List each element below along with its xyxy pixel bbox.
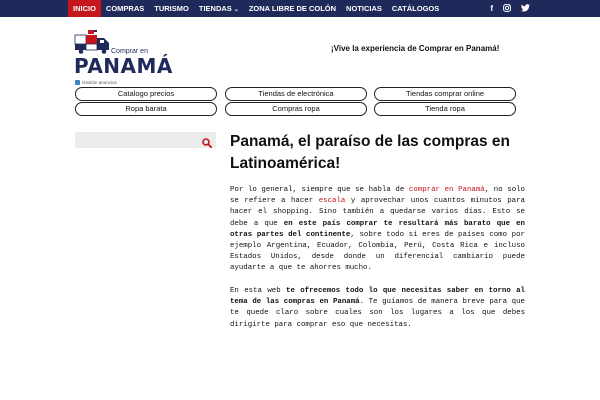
ad-choices[interactable] xyxy=(75,80,117,85)
chevron-down-icon: ⌄ xyxy=(233,7,239,13)
nav-item-turismo[interactable] xyxy=(149,0,194,17)
nav-item-label: ZONA LIBRE DE COLÓN xyxy=(248,4,337,13)
ad-choices-label: Gestión anuncios xyxy=(82,80,117,85)
nav-menu xyxy=(68,0,444,17)
ad-link-ropa-barata[interactable]: Ropa barata xyxy=(75,102,217,116)
nav-item-compras[interactable] xyxy=(101,0,149,17)
ad-link-compras-ropa[interactable]: Compras ropa xyxy=(225,102,367,116)
nav-item-label: COMPRAS xyxy=(105,4,145,13)
ad-link-catalogo-precios[interactable]: Catalogo precios xyxy=(75,87,217,101)
bold-text: te ofrecemos todo lo que necesitas saber en torno al tema de las compras en Panamá xyxy=(230,287,525,307)
ad-link-tiendas-electronica[interactable]: Tiendas de electrónica xyxy=(225,87,367,101)
bold-text: en este país comprar te resultará más barato que en otras partes del continente xyxy=(230,219,525,239)
site-tagline: ¡Vive la experiencia de Comprar en Panamá! xyxy=(331,44,500,53)
text-span: , no solo se refiere a hacer xyxy=(230,186,525,206)
article-title: Panamá, el paraíso de las compras en Latinoamérica! xyxy=(230,133,510,172)
text-span: Por lo general, siempre que se habla de xyxy=(230,186,409,194)
text-span: y aprovechar unos cuantos minutos para hacer el shopping. Sino también a quedarse varios días. Esto se debe a que xyxy=(230,197,525,228)
article-paragraph-2 xyxy=(230,286,525,331)
search-input[interactable] xyxy=(75,136,195,152)
logo-subtitle: Comprar en xyxy=(111,48,148,55)
nav-item-catalogos[interactable] xyxy=(387,0,444,17)
top-navigation-bar xyxy=(0,0,600,17)
link-escala[interactable]: escala xyxy=(318,197,346,206)
nav-item-tiendas[interactable] xyxy=(194,0,244,17)
nav-item-noticias[interactable] xyxy=(341,0,387,17)
search-icon[interactable] xyxy=(202,135,212,153)
twitter-icon[interactable] xyxy=(521,0,530,17)
nav-item-label: TIENDAS xyxy=(198,4,232,13)
search-box xyxy=(75,132,216,148)
nav-item-zona-libre[interactable] xyxy=(244,0,341,17)
text-span: , sobre todo si eres de países como por ejemplo Argentina, Ecuador, Colombia, Perú, Costa Rica e incluso Estados Unidos, desde donde un diferencial cambiario puede ayudarte a que te ahorres mucho. xyxy=(230,230,525,273)
nav-item-label: TURISMO xyxy=(154,4,189,13)
logo-title: PANAMÁ xyxy=(74,54,173,78)
nav-item-inicio[interactable] xyxy=(68,0,101,17)
nav-item-label: CATÁLOGOS xyxy=(391,4,440,13)
ad-link-tiendas-online[interactable]: Tiendas comprar online xyxy=(374,87,516,101)
instagram-icon[interactable] xyxy=(503,0,511,17)
link-comprar-en-panama[interactable]: comprar en Panamá xyxy=(408,186,485,194)
nav-item-label: INICIO xyxy=(73,4,96,13)
article-paragraph-1 xyxy=(230,185,525,275)
ad-link-tienda-ropa[interactable]: Tienda ropa xyxy=(374,102,516,116)
text-span: . Te guiamos de manera breve para que te quede claro sobre cuales son los lugares a los que debes dirigirte para comprar eso que necesitas. xyxy=(230,298,525,329)
site-logo[interactable] xyxy=(74,27,173,78)
ad-choices-icon xyxy=(75,80,80,85)
facebook-icon[interactable]: f xyxy=(490,4,493,13)
nav-item-label: NOTICIAS xyxy=(346,4,382,13)
truck-flag-icon xyxy=(74,29,114,55)
social-links xyxy=(490,0,530,17)
text-span: En esta web xyxy=(230,287,287,295)
